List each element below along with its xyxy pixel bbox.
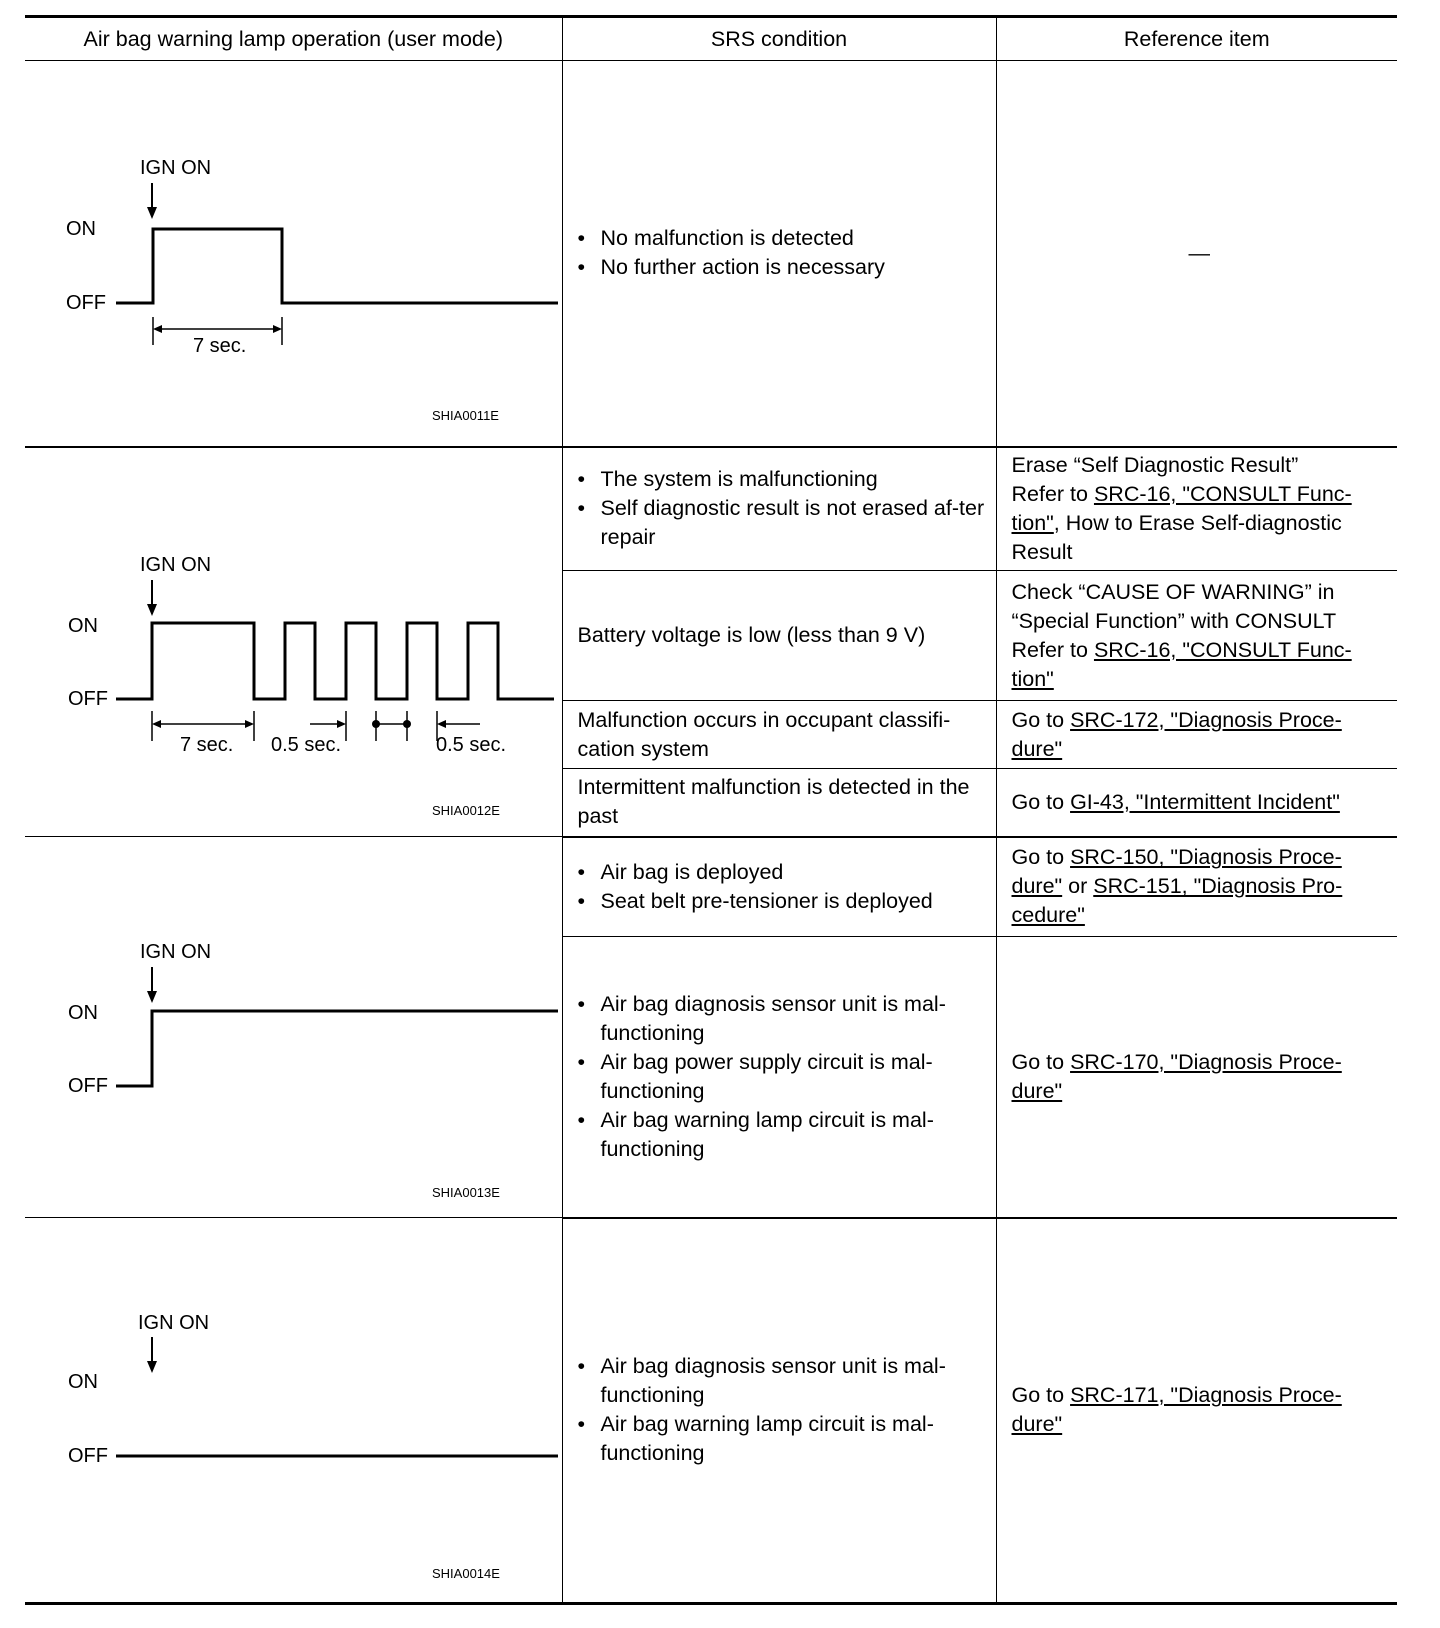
reference-cell: Go to SRC-170, "Diagnosis Proce-dure" xyxy=(996,937,1397,1218)
srs-table-sheet xyxy=(25,15,1397,1615)
reference-cell: Go to SRC-150, "Diagnosis Proce-dure" or SRC-151, "Diagnosis Pro-cedure" xyxy=(996,837,1397,937)
reference-cell: Go to SRC-172, "Diagnosis Proce-dure" xyxy=(996,701,1397,769)
condition-item: • Air bag is deployed xyxy=(601,858,986,887)
srs-condition-cell xyxy=(562,937,996,1218)
condition-text: Battery voltage is low (less than 9 V) xyxy=(577,623,926,647)
arrow-down-icon xyxy=(147,604,157,616)
duration-0-5-sec-label: 0.5 sec. xyxy=(436,733,507,756)
condition-item: • Self diagnostic result is not erased af-ter repair xyxy=(601,494,986,552)
arrow-right-icon xyxy=(337,720,346,728)
header-reference-item: Reference item xyxy=(996,17,1397,61)
arrow-left-icon xyxy=(437,720,446,728)
on-label: ON xyxy=(68,614,98,637)
arrow-right-icon xyxy=(273,325,282,333)
ign-on-label: IGN ON xyxy=(140,553,212,576)
figure-code: SHIA0011E xyxy=(432,408,499,424)
lamp-signal-line xyxy=(116,229,558,303)
arrow-down-icon xyxy=(147,207,157,219)
on-label: ON xyxy=(66,218,96,241)
condition-item: • Air bag warning lamp circuit is mal-functioning xyxy=(601,1106,986,1164)
no-reference-dash: — xyxy=(1188,240,1210,265)
condition-item: • No malfunction is detected xyxy=(601,224,986,253)
diagram-cell xyxy=(25,447,562,837)
srs-condition-cell xyxy=(562,447,996,571)
condition-text: Intermittent malfunction is detected in the past xyxy=(577,775,970,829)
header-lamp-operation: Air bag warning lamp operation (user mode) xyxy=(25,17,562,61)
srs-warning-lamp-table xyxy=(25,15,1397,1605)
reference-link-src-151[interactable]: SRC-151, "Diagnosis Pro-cedure" xyxy=(1011,874,1343,928)
reference-link-src-16[interactable]: SRC-16, "CONSULT Func-tion" xyxy=(1011,481,1352,535)
table-row xyxy=(25,1218,1397,1604)
srs-condition-cell xyxy=(562,837,996,937)
header-srs-condition: SRS condition xyxy=(562,17,996,61)
reference-cell: Erase “Self Diagnostic Result” Refer to SRC-16, "CONSULT Func-tion", How to Erase Self-diagnostic Result xyxy=(996,447,1397,571)
arrow-left-icon xyxy=(152,720,161,728)
on-label: ON xyxy=(68,1002,98,1024)
duration-7-sec-label: 7 sec. xyxy=(193,335,247,358)
reference-link-gi-43[interactable]: GI-43, "Intermittent Incident" xyxy=(1070,789,1340,814)
figure-code: SHIA0013E xyxy=(432,1185,500,1200)
condition-item: • Seat belt pre-tensioner is deployed xyxy=(601,887,986,916)
figure-code: SHIA0012E xyxy=(432,802,500,818)
condition-item: • No further action is necessary xyxy=(601,253,986,282)
table-row xyxy=(25,447,1397,571)
reference-text: Erase “Self Diagnostic Result” xyxy=(1011,452,1299,477)
srs-condition-cell xyxy=(562,1218,996,1604)
reference-link-src-171[interactable]: SRC-171, "Diagnosis Proce-dure" xyxy=(1011,1383,1342,1437)
condition-item: • The system is malfunctioning xyxy=(601,465,986,494)
dot-marker xyxy=(403,720,411,728)
lamp-signal-line xyxy=(116,623,554,699)
reference-cell: Go to SRC-171, "Diagnosis Proce-dure" xyxy=(996,1218,1397,1604)
arrow-down-icon xyxy=(147,991,157,1003)
ign-on-label: IGN ON xyxy=(140,941,212,963)
off-label: OFF xyxy=(68,1444,108,1467)
reference-link-src-16[interactable]: SRC-16, "CONSULT Func-tion" xyxy=(1011,637,1352,691)
diagram-cell xyxy=(25,61,562,447)
srs-condition-cell xyxy=(562,769,996,837)
on-label: ON xyxy=(68,1370,98,1393)
lamp-diagram-off xyxy=(40,1219,576,1602)
srs-condition-cell xyxy=(562,701,996,769)
reference-cell: Go to GI-43, "Intermittent Incident" xyxy=(996,769,1397,837)
arrow-down-icon xyxy=(147,1361,157,1373)
condition-item: • Air bag diagnosis sensor unit is mal-functioning xyxy=(601,1352,986,1410)
diagram-cell xyxy=(25,837,562,1218)
condition-item: • Air bag diagnosis sensor unit is mal-functioning xyxy=(601,990,986,1048)
table-header-row xyxy=(25,17,1397,61)
lamp-signal-line xyxy=(116,1011,558,1086)
duration-0-5-sec-label: 0.5 sec. xyxy=(271,733,342,756)
ign-on-label: IGN ON xyxy=(138,1311,210,1334)
diagram-cell xyxy=(25,1218,562,1604)
off-label: OFF xyxy=(68,687,108,710)
condition-item: • Air bag warning lamp circuit is mal-functioning xyxy=(601,1410,986,1468)
reference-link-src-150[interactable]: SRC-150, "Diagnosis Proce-dure" xyxy=(1011,845,1342,899)
table-row xyxy=(25,61,1397,447)
duration-7-sec-label: 7 sec. xyxy=(180,733,234,756)
reference-cell: Check “CAUSE OF WARNING” in “Special Function” with CONSULT Refer to SRC-16, "CONSULT Func-tion" xyxy=(996,571,1397,701)
condition-item: • Air bag power supply circuit is mal-functioning xyxy=(601,1048,986,1106)
reference-link-src-170[interactable]: SRC-170, "Diagnosis Proce-dure" xyxy=(1011,1049,1342,1103)
reference-text: Check “CAUSE OF WARNING” in “Special Function” with CONSULT xyxy=(1011,579,1337,633)
lamp-diagram-continuous-on xyxy=(40,837,576,1217)
reference-cell xyxy=(996,61,1397,447)
arrow-right-icon xyxy=(245,720,254,728)
off-label: OFF xyxy=(68,1075,108,1097)
off-label: OFF xyxy=(66,292,106,315)
srs-condition-cell xyxy=(562,61,996,447)
reference-link-src-172[interactable]: SRC-172, "Diagnosis Proce-dure" xyxy=(1011,707,1342,761)
srs-condition-cell xyxy=(562,571,996,701)
figure-code: SHIA0014E xyxy=(432,1565,500,1581)
dot-marker xyxy=(372,720,380,728)
lamp-diagram-normal xyxy=(40,61,576,445)
arrow-left-icon xyxy=(153,325,162,333)
table-row xyxy=(25,837,1397,937)
condition-text: Malfunction occurs in occupant classifi-cation system xyxy=(577,707,951,761)
lamp-diagram-blinking xyxy=(40,449,576,835)
ign-on-label: IGN ON xyxy=(140,157,212,180)
